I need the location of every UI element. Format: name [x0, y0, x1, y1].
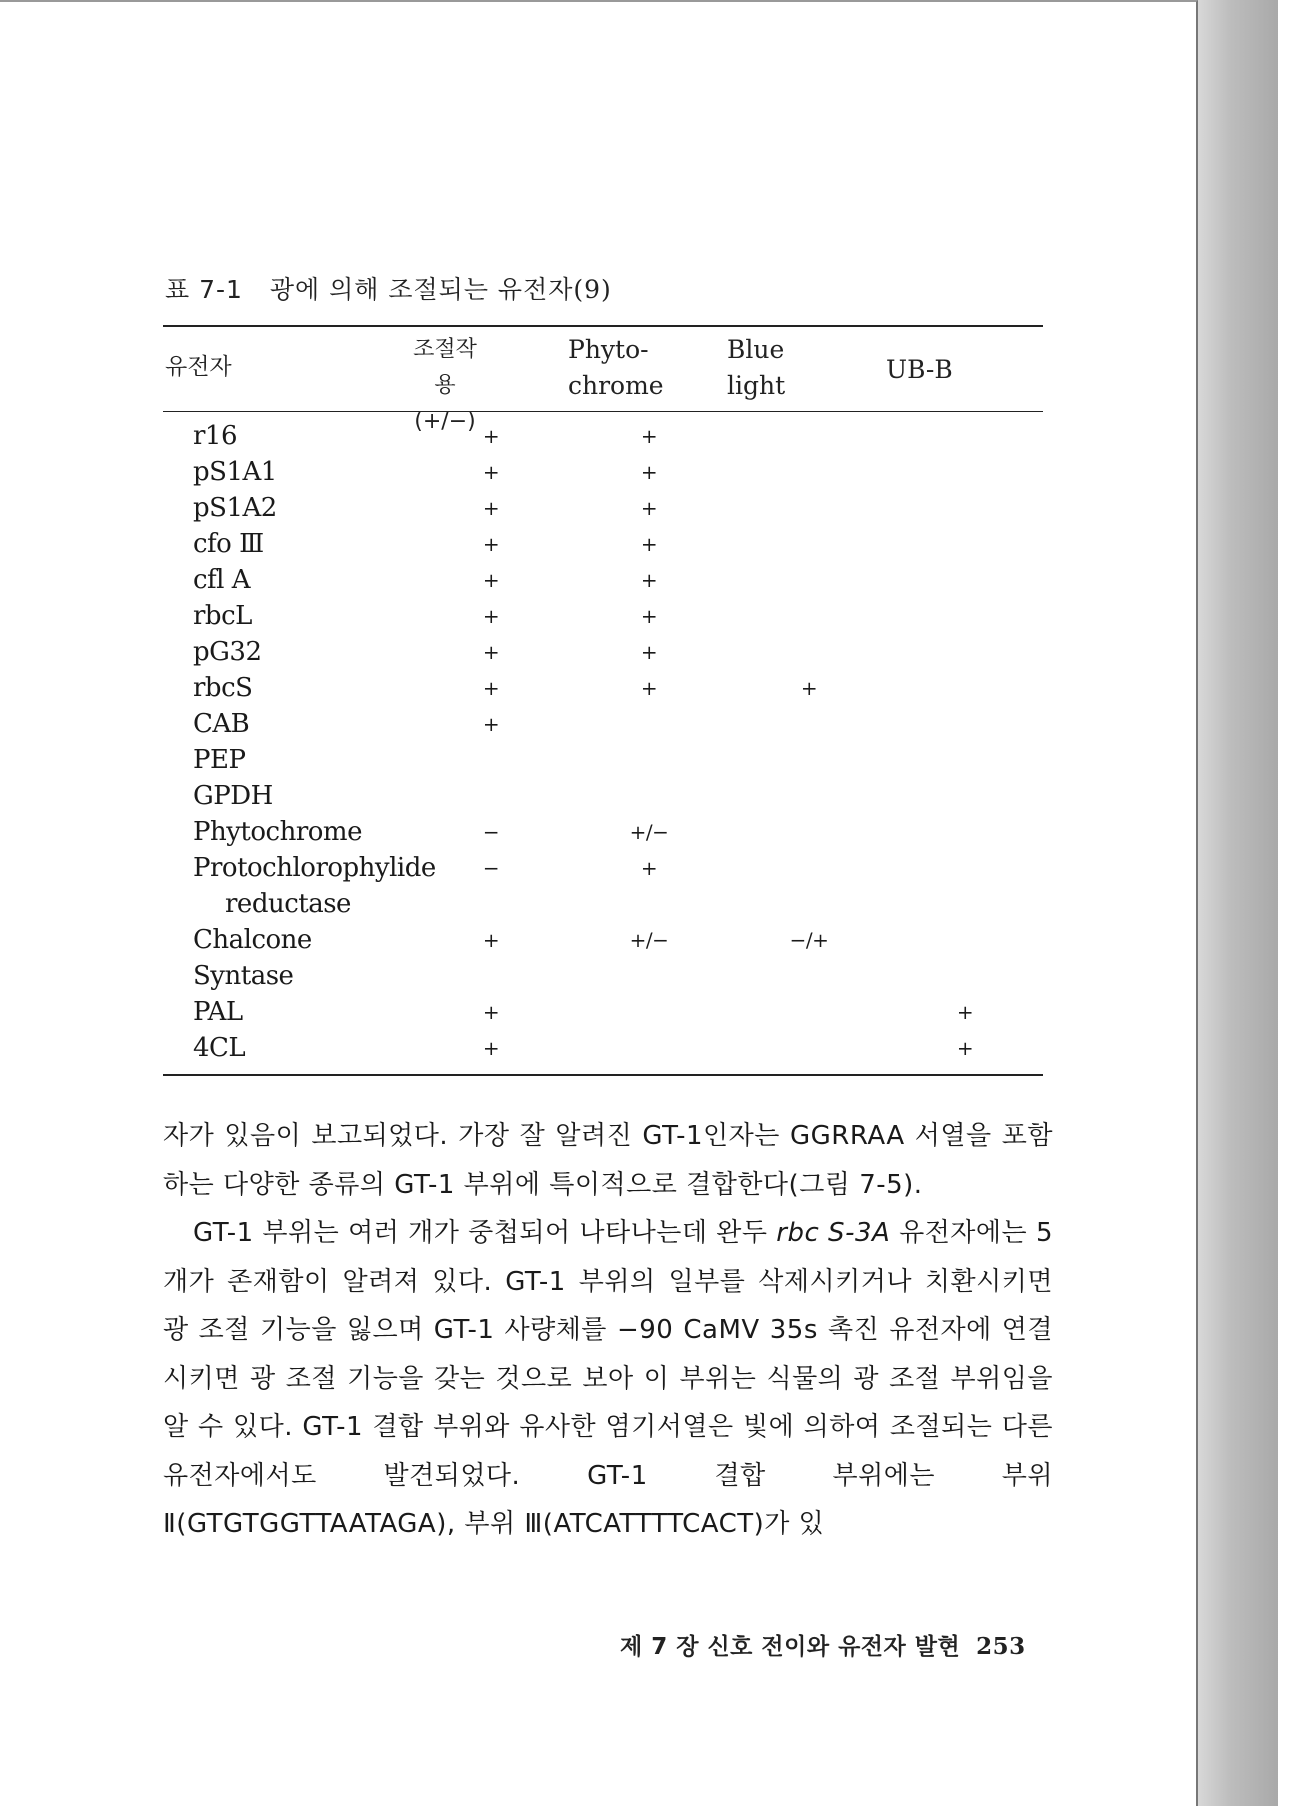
table-body — [0, 418, 1198, 1066]
phytochrome-cell: + — [640, 496, 658, 520]
paragraph: 자가 있음이 보고되었다. 가장 잘 알려진 GT-1인자는 GGRRAA 서열을 포함하는 다양한 종류의 GT-1 부위에 특이적으로 결합한다(그림 7-5). — [163, 1121, 1053, 1200]
header-gene: 유전자 — [165, 354, 232, 380]
table-row — [0, 490, 1198, 526]
gene-name-cell: Syntase — [193, 961, 294, 991]
table-caption — [165, 270, 612, 306]
table-row — [0, 922, 1198, 958]
paragraph — [163, 1209, 1053, 1549]
header-blue-line1: Blue — [727, 335, 785, 364]
table-row — [0, 670, 1198, 706]
page-number: 253 — [976, 1633, 1026, 1660]
phytochrome-cell: + — [640, 676, 658, 700]
ub-b-cell: + — [956, 1036, 974, 1060]
gene-name-cell: CAB — [193, 709, 250, 739]
table-row — [0, 634, 1198, 670]
gene-name-cell: rbcS — [193, 673, 253, 703]
header-phyto-line2: chrome — [568, 371, 664, 400]
blue-light-cell: + — [800, 676, 818, 700]
regulation-cell: + — [482, 640, 500, 664]
table-row — [0, 598, 1198, 634]
table-row — [0, 418, 1198, 454]
gene-name-cell: Protochlorophylide — [193, 853, 436, 883]
header-phytochrome — [568, 332, 664, 404]
regulation-cell: + — [482, 496, 500, 520]
phytochrome-cell: + — [640, 532, 658, 556]
table-row — [0, 778, 1198, 814]
table-row — [0, 814, 1198, 850]
table-header-rule — [163, 411, 1043, 412]
table-row — [0, 886, 1198, 922]
header-ub-b: UB-B — [886, 355, 953, 384]
gene-name-cell: GPDH — [193, 781, 273, 811]
gene-name-cell: pS1A1 — [193, 457, 277, 487]
phytochrome-cell: + — [640, 640, 658, 664]
gene-name-cell: cfo Ⅲ — [193, 529, 264, 559]
table-caption-label: 표 7-1 — [165, 275, 243, 304]
regulation-cell: + — [482, 712, 500, 736]
gene-name: rbc S-3A — [776, 1218, 891, 1248]
table-row — [0, 958, 1198, 994]
table-row — [0, 562, 1198, 598]
page-footer — [620, 1628, 1026, 1661]
body-text — [163, 1112, 1053, 1549]
table-row — [0, 1030, 1198, 1066]
regulation-cell: + — [482, 1000, 500, 1024]
table-caption-title: 광에 의해 조절되는 유전자(9) — [269, 275, 612, 304]
regulation-cell: + — [482, 532, 500, 556]
header-regulation-line1: 조절작용 — [413, 337, 477, 398]
regulation-cell: − — [482, 856, 500, 880]
phytochrome-cell: + — [640, 568, 658, 592]
blue-light-cell: −/+ — [789, 928, 829, 952]
table-bottom-rule — [163, 1074, 1043, 1076]
phytochrome-cell: + — [640, 856, 658, 880]
header-phyto-line1: Phyto- — [568, 335, 649, 364]
regulation-cell: + — [482, 928, 500, 952]
regulation-cell: + — [482, 604, 500, 628]
regulation-cell: − — [482, 820, 500, 844]
header-regulation-line2: (+/−) — [414, 409, 476, 434]
header-blue-light — [727, 332, 785, 404]
regulation-cell: + — [482, 1036, 500, 1060]
regulation-cell: + — [482, 460, 500, 484]
paragraph-text: 유전자에는 5개가 존재함이 알려져 있다. GT-1 부위의 일부를 삭제시키거나 치환시키면 광 조절 기능을 잃으며 GT-1 사량체를 −90 CaMV 35s 촉진 유전자에 연결시키면 광 조절 기능을 갖는 것으로 보아 이 부위는 식물의 광 조절 부위임을 알 수 있다. GT-1 결합 부위와 유사한 염기서열은 빛에 의하여 조절되는 다른 유전자에서도 발견되었다. GT-1 결합 부위에는 부위 Ⅱ(GTGTGGTTAATAGA), 부위 Ⅲ(ATCATTTTCACT)가 있 — [163, 1218, 1053, 1539]
regulation-cell: + — [482, 676, 500, 700]
paragraph-text: GT-1 부위는 여러 개가 중첩되어 나타나는데 완두 — [193, 1218, 777, 1248]
table-row — [0, 850, 1198, 886]
chapter-title: 제 7 장 신호 전이와 유전자 발현 — [620, 1634, 961, 1660]
regulation-cell: + — [482, 568, 500, 592]
phytochrome-cell: + — [640, 604, 658, 628]
gene-name-cell: PAL — [193, 997, 243, 1027]
table-row — [0, 706, 1198, 742]
regulation-cell: + — [482, 424, 500, 448]
gene-name-cell: pS1A2 — [193, 493, 277, 523]
gene-name-cell: cfl A — [193, 565, 251, 595]
gene-name-cell: 4CL — [193, 1033, 246, 1063]
table-row — [0, 742, 1198, 778]
table-row — [0, 454, 1198, 490]
header-blue-line2: light — [727, 371, 786, 400]
phytochrome-cell: + — [640, 460, 658, 484]
table-row — [0, 526, 1198, 562]
gene-name-cell: Phytochrome — [193, 817, 362, 847]
phytochrome-cell: +/− — [629, 928, 669, 952]
phytochrome-cell: +/− — [629, 820, 669, 844]
gene-name-cell: reductase — [225, 889, 351, 919]
phytochrome-cell: + — [640, 424, 658, 448]
table-row — [0, 994, 1198, 1030]
gene-name-cell: PEP — [193, 745, 246, 775]
gene-name-cell: pG32 — [193, 637, 262, 667]
gene-name-cell: Chalcone — [193, 925, 312, 955]
table-top-rule — [163, 325, 1043, 327]
gene-name-cell: rbcL — [193, 601, 252, 631]
ub-b-cell: + — [956, 1000, 974, 1024]
book-side-edge — [1198, 0, 1278, 1806]
gene-name-cell: r16 — [193, 421, 238, 451]
